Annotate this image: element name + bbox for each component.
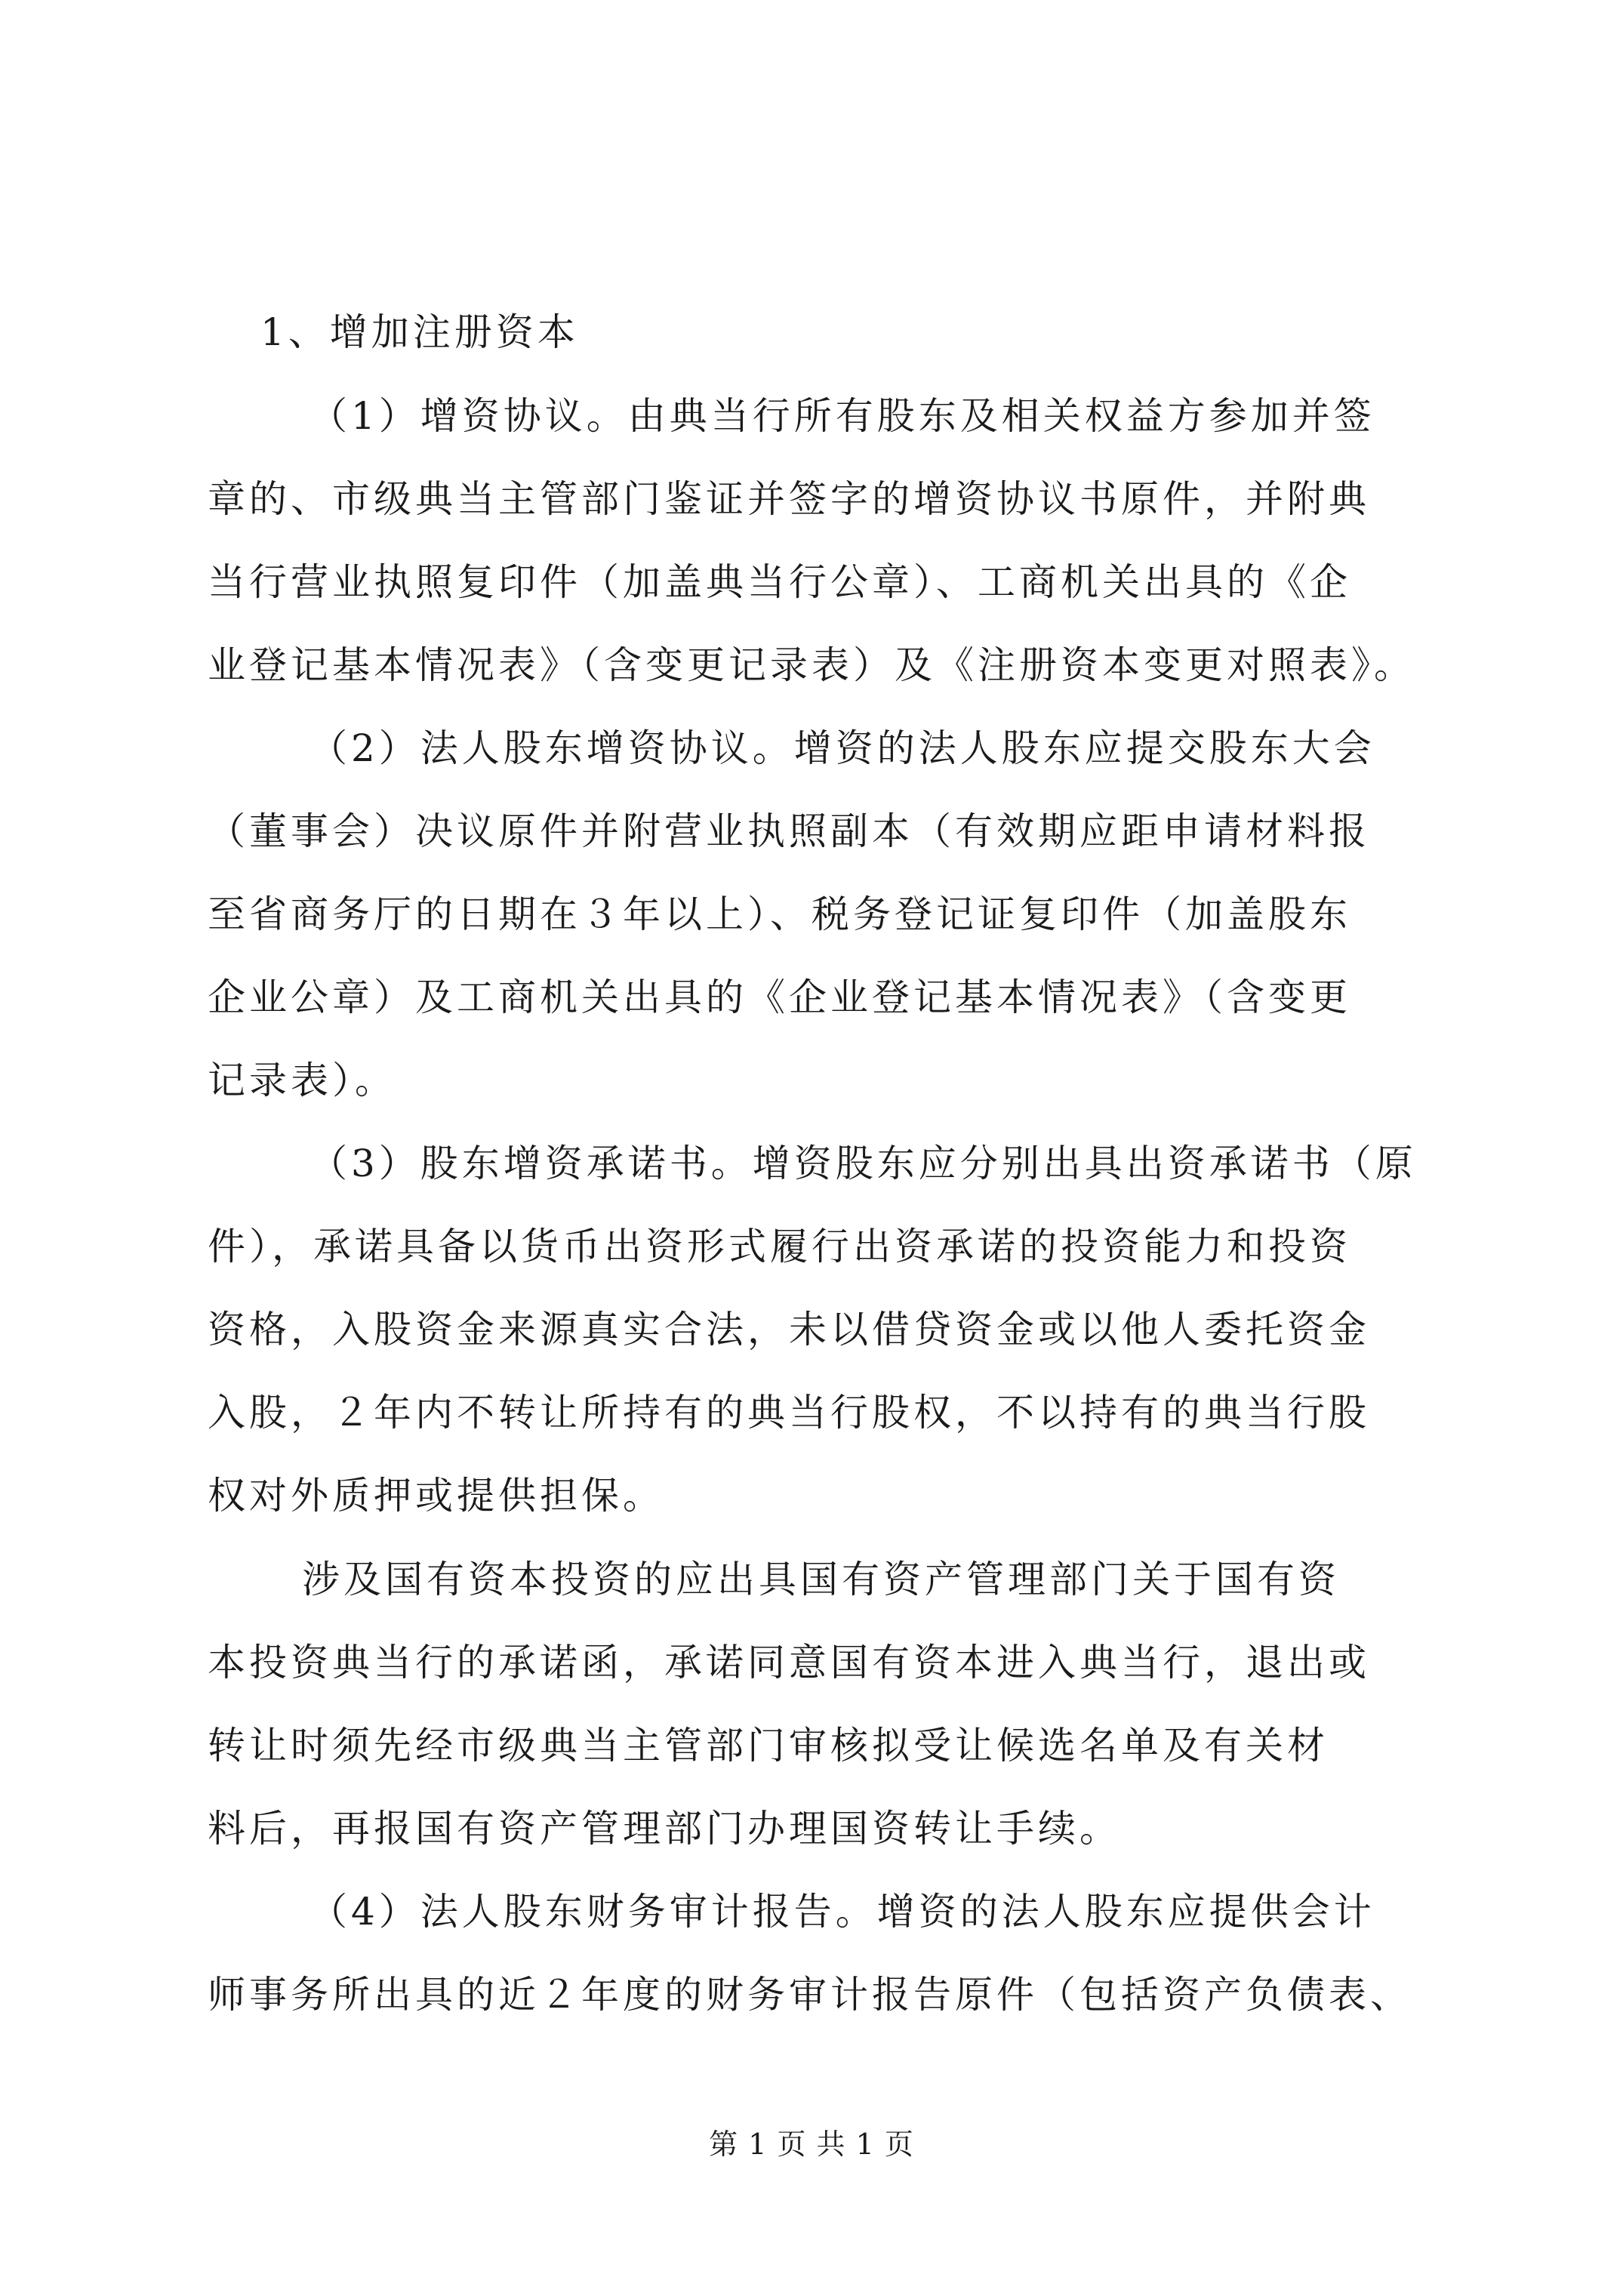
section-heading: 1、增加注册资本 [260, 310, 579, 354]
text-line: 权对外质押或提供担保。 [208, 1474, 664, 1518]
text-line: 业登记基本情况表》（含变更记录表）及《注册资本变更对照表》。 [208, 643, 1415, 687]
text-line: 资格，入股资金来源真实合法，未以借贷资金或以他人委托资金 [208, 1308, 1370, 1351]
text-line: 企业公章）及工商机关出具的《企业登记基本情况表》（含变更 [208, 975, 1351, 1019]
text-line: 转让时须先经市级典当主管部门审核拟受让候选名单及有关材 [208, 1724, 1329, 1767]
text-line: 料后，再报国有资产管理部门办理国资转让手续。 [208, 1807, 1121, 1851]
page-footer: 第 1 页 共 1 页 [709, 2128, 914, 2161]
text-line: （4）法人股东财务审计报告。增资的法人股东应提供会计 [310, 1890, 1375, 1934]
text-line: 记录表）。 [208, 1059, 396, 1102]
text-line: 入股，２年内不转让所持有的典当行股权，不以持有的典当行股 [208, 1391, 1370, 1435]
text-line: 师事务所出具的近２年度的财务审计报告原件（包括资产负债表、 [208, 1973, 1412, 2017]
text-line: 当行营业执照复印件（加盖典当行公章）、工商机关出具的《企 [208, 560, 1351, 604]
text-line: 涉及国有资本投资的应出具国有资产管理部门关于国有资 [302, 1558, 1340, 1601]
text-line: （1）增资协议。由典当行所有股东及相关权益方参加并签 [310, 394, 1375, 438]
text-line: 本投资典当行的承诺函，承诺同意国有资本进入典当行，退出或 [208, 1641, 1370, 1684]
text-line: 至省商务厅的日期在３年以上）、税务登记证复印件（加盖股东 [208, 892, 1351, 936]
text-line: 章的、市级典当主管部门鉴证并签字的增资协议书原件，并附典 [208, 477, 1370, 521]
text-line: （董事会）决议原件并附营业执照副本（有效期应距申请材料报 [208, 809, 1370, 853]
text-line: （3）股东增资承诺书。增资股东应分别出具出资承诺书（原 [310, 1142, 1417, 1185]
text-line: （2）法人股东增资协议。增资的法人股东应提交股东大会 [310, 726, 1375, 770]
text-line: 件），承诺具备以货币出资形式履行出资承诺的投资能力和投资 [208, 1225, 1351, 1268]
